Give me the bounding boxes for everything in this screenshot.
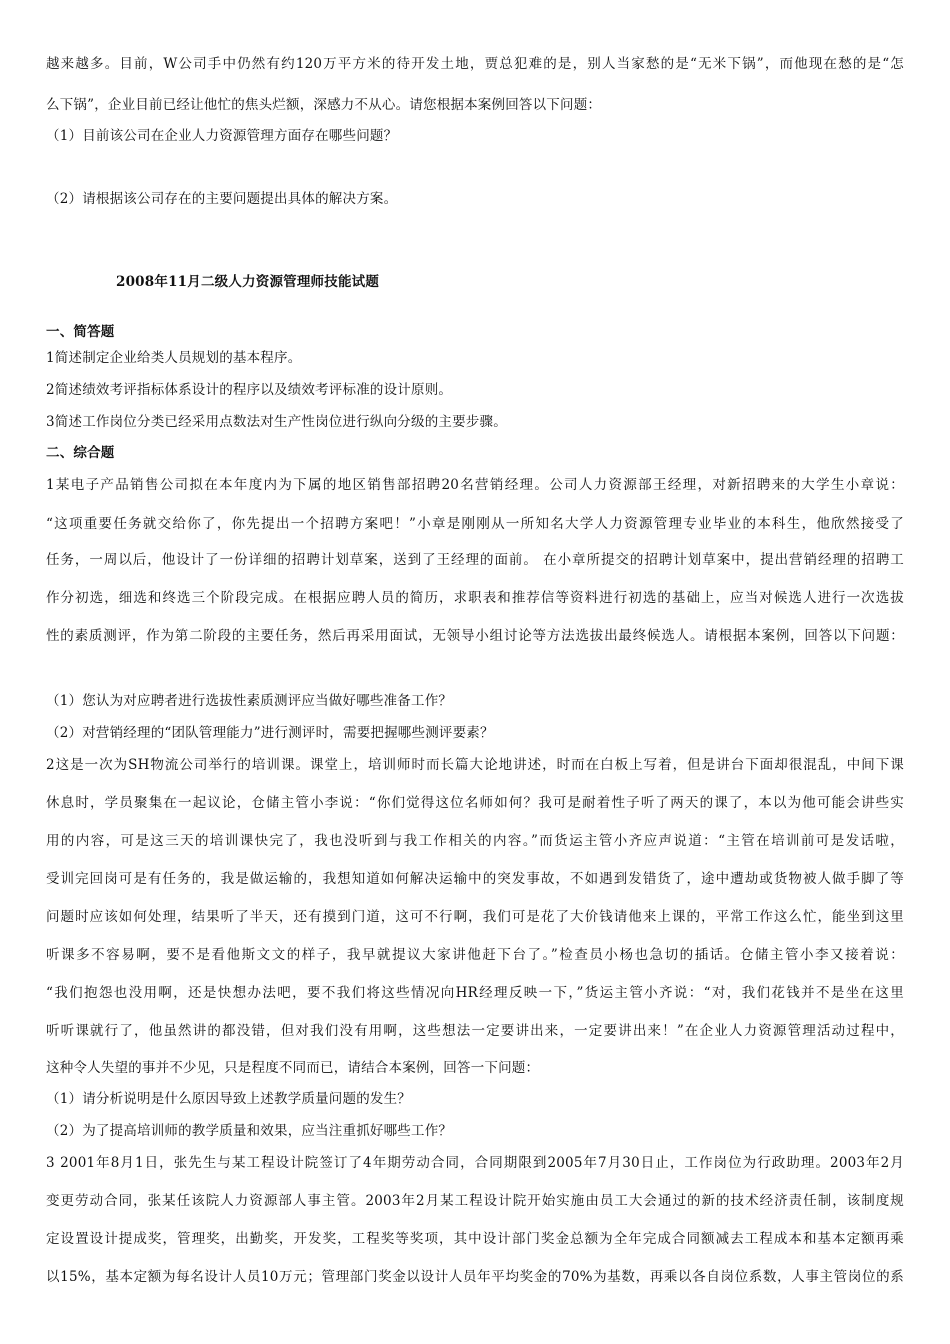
text-line: 休息时，学员聚集在一起议论，仓储主管小李说：“你们觉得这位名师如何？我可是耐着性子听了两天的课了，本以为他可能会讲些实 xyxy=(46,795,904,811)
text-line: 2这是一次为SH物流公司举行的培训课。课堂上，培训师时而长篇大论地讲述，时而在白板上写着，但是讲台下面却很混乱，中间下课 xyxy=(46,757,904,773)
text-line: 听听课就行了，他虽然讲的都没错，但对我们没有用啊，这些想法一定要讲出来，一定要讲出来！”在企业人力资源管理活动过程中， xyxy=(46,1023,904,1039)
question-item: 3简述工作岗位分类已经采用点数法对生产性岗位进行纵向分级的主要步骤。 xyxy=(46,414,507,430)
text-line: 用的内容，可是这三天的培训课快完了，我也没听到与我工作相关的内容。”而货运主管小齐应声说道：“主管在培训前可是发话啦， xyxy=(46,833,904,849)
text-line: 听课多不容易啊，要不是看他斯文文的样子，我早就提议大家讲他赶下台了。”检查员小杨也急切的插话。仓储主管小李又接着说： xyxy=(46,947,904,963)
text-line: 1某电子产品销售公司拟在本年度内为下属的地区销售部招聘20名营销经理。公司人力资源部王经理，对新招聘来的大学生小章说： xyxy=(46,477,904,493)
section-heading-short-answer: 一、简答题 xyxy=(46,324,115,340)
text-line: 问题时应该如何处理，结果听了半天，还有摸到门道，这可不行啊，我们可是花了大价钱请他来上课的，平常工作这么忙，能坐到这里 xyxy=(46,909,904,925)
question-item: 2简述绩效考评指标体系设计的程序以及绩效考评标准的设计原则。 xyxy=(46,382,453,398)
question-item: （2）对营销经理的“团队管理能力”进行测评时，需要把握哪些测评要素？ xyxy=(46,725,494,741)
exam-title: 2008年11月二级人力资源管理师技能试题 xyxy=(116,274,380,290)
text-line: 作分初选，细选和终选三个阶段完成。在根据应聘人员的简历，求职表和推荐信等资料进行初选的基础上，应当对候选人进行一次选拔 xyxy=(46,590,904,606)
section-heading-comprehensive: 二、综合题 xyxy=(46,445,115,461)
text-line: “我们抱怨也没用啊，还是快想办法吧，要不我们将这些情况向HR经理反映一下，”货运主管小齐说：“对，我们花钱并不是坐在这里 xyxy=(46,985,904,1001)
text-line: 越来越多。目前，W公司手中仍然有约120万平方米的待开发土地，贾总犯难的是，别人当家愁的是“无米下锅”，而他现在愁的是“怎 xyxy=(46,56,904,72)
question-item: 1简述制定企业给类人员规划的基本程序。 xyxy=(46,350,302,366)
question-item: （2）为了提高培训师的教学质量和效果，应当注重抓好哪些工作？ xyxy=(46,1123,453,1139)
text-line: 受训完回岗可是有任务的，我是做运输的，我想知道如何解决运输中的突发事故，不如遇到发错货了，途中遭劫或货物被人做手脚了等 xyxy=(46,871,904,887)
text-line: 以15%，基本定额为每名设计人员10万元；管理部门奖金以设计人员年平均奖金的70%为基数，再乘以各自岗位系数，人事主管岗位的系 xyxy=(46,1269,904,1285)
question-item: （1）请分析说明是什么原因导致上述教学质量问题的发生？ xyxy=(46,1091,411,1107)
question-item: （1）您认为对应聘者进行选拔性素质测评应当做好哪些准备工作？ xyxy=(46,693,453,709)
question-item: （2）请根据该公司存在的主要问题提出具体的解决方案。 xyxy=(46,191,398,207)
text-line: 性的素质测评，作为第二阶段的主要任务，然后再采用面试，无领导小组讨论等方法选拔出最终候选人。请根据本案例，回答以下问题： xyxy=(46,628,904,644)
text-line: 定设置设计提成奖，管理奖，出勤奖，开发奖，工程奖等奖项，其中设计部门奖金总额为全年完成合同额减去工程成本和基本定额再乘 xyxy=(46,1231,904,1247)
text-line: 变更劳动合同，张某任该院人力资源部人事主管。2003年2月某工程设计院开始实施由员工大会通过的新的技术经济责任制，该制度规 xyxy=(46,1193,904,1209)
text-line: 这种令人失望的事并不少见，只是程度不同而已，请结合本案例，回答一下问题： xyxy=(46,1060,540,1076)
text-line: 3 2001年8月1日，张先生与某工程设计院签订了4年期劳动合同，合同期限到2005年7月30日止，工作岗位为行政助理。2003年2月 xyxy=(46,1155,904,1171)
question-item: （1）目前该公司在企业人力资源管理方面存在哪些问题？ xyxy=(46,128,398,144)
text-line: 任务，一周以后，他设计了一份详细的招聘计划草案，送到了王经理的面前。 在小章所提交的招聘计划草案中，提出营销经理的招聘工 xyxy=(46,552,904,568)
text-line: 么下锅”，企业目前已经让他忙的焦头烂额，深感力不从心。请您根据本案例回答以下问题： xyxy=(46,97,602,113)
text-line: “这项重要任务就交给你了，你先提出一个招聘方案吧！”小章是刚刚从一所知名大学人力资源管理专业毕业的本科生，他欣然接受了 xyxy=(46,516,904,532)
